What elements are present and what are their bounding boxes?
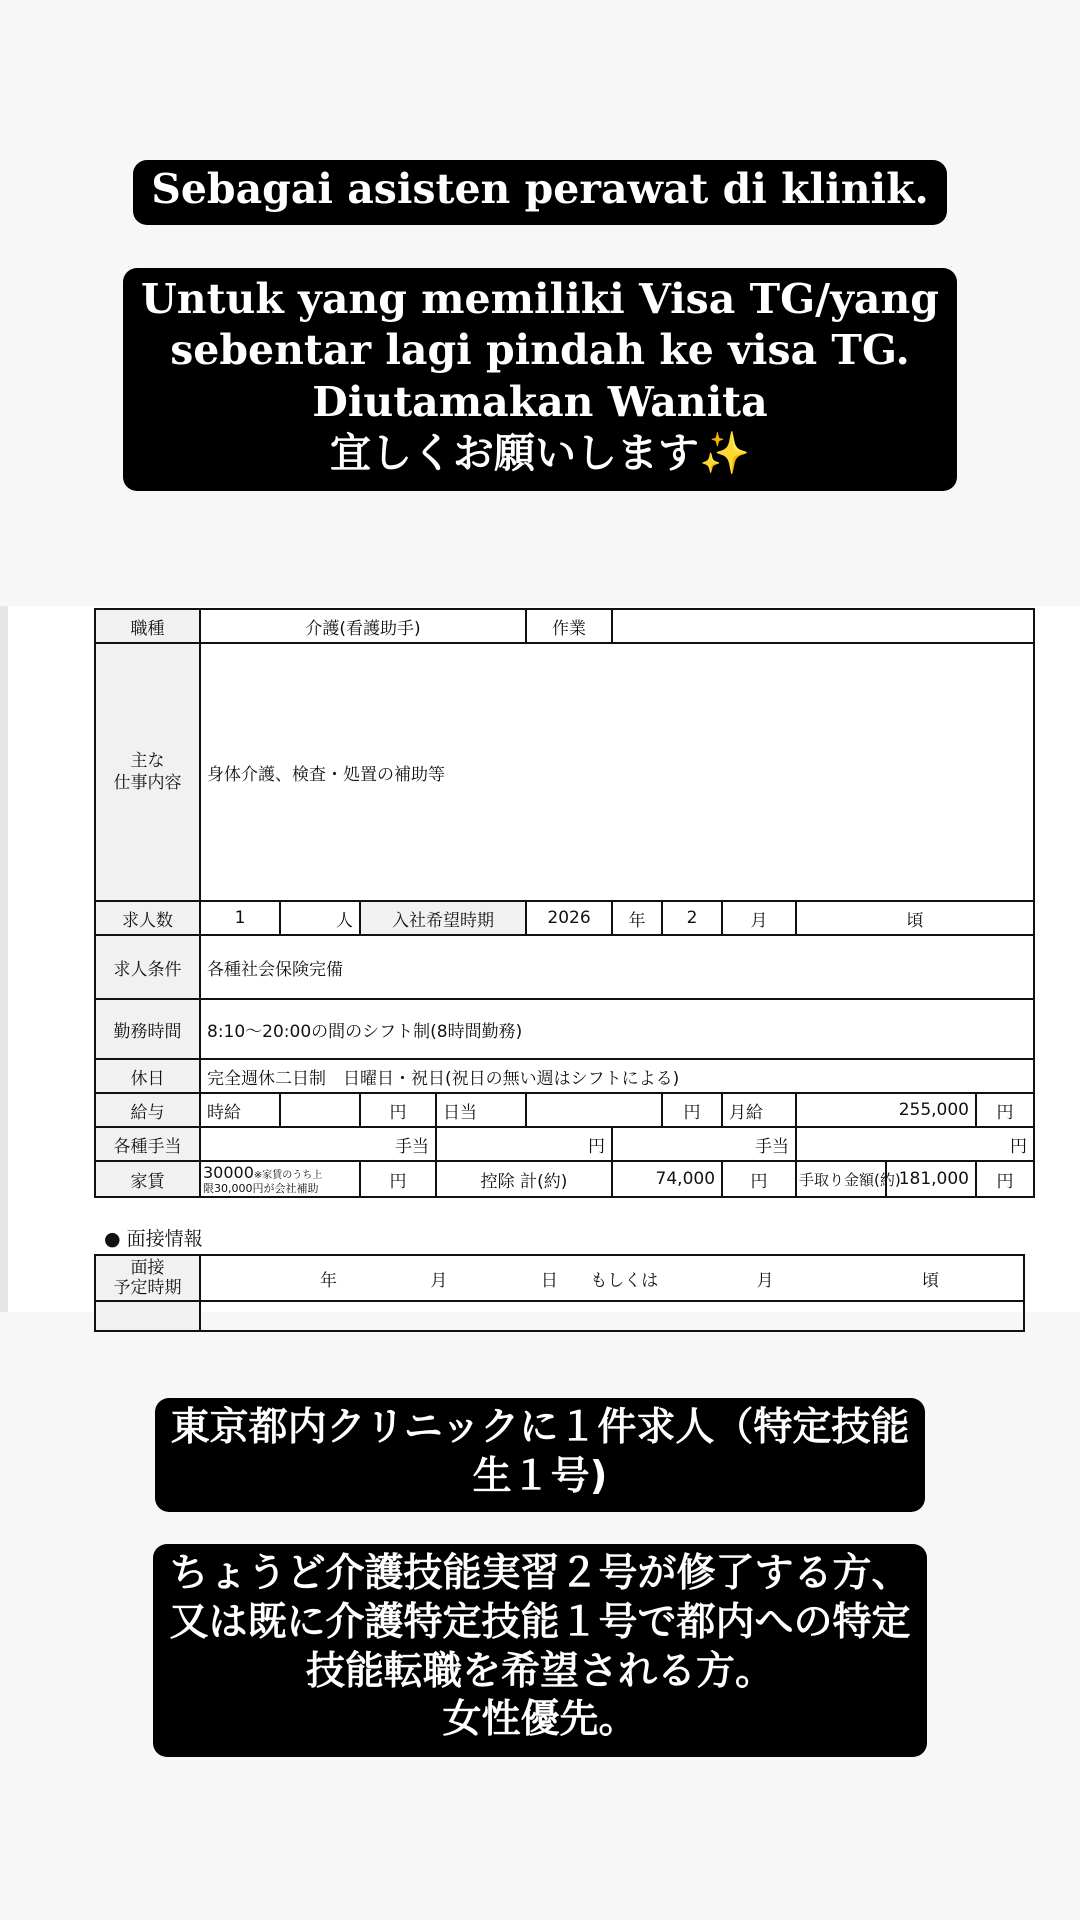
conditions-value: 各種社会保険完備	[200, 935, 1034, 999]
monthly-label: 月給	[722, 1093, 796, 1127]
interview-table	[94, 1254, 1025, 1332]
table-row	[95, 643, 1034, 901]
caption-line: 東京都内クリニックに１件求人（特定技能	[170, 1405, 910, 1450]
caption-intro	[0, 160, 1080, 225]
allowance-label: 手当	[612, 1127, 796, 1161]
or-label: もしくは	[590, 1270, 659, 1291]
start-year: 2026	[526, 901, 612, 935]
interview-table-wrapper	[94, 1254, 1023, 1332]
holidays-value: 完全週休二日制 日曜日・祝日(祝日の無い週はシフトによる)	[200, 1059, 1034, 1093]
start-date-label: 入社希望時期	[360, 901, 526, 935]
table-row	[95, 609, 1034, 643]
month-unit: 月	[722, 901, 796, 935]
caption-line: sebentar lagi pindah ke visa TG.	[170, 326, 910, 375]
caption-line: ちょうど介護技能実習２号が修了する方、	[169, 1551, 911, 1596]
job-posting-document	[0, 606, 1080, 1312]
caption-box	[153, 1544, 926, 1757]
month-unit: 月	[430, 1270, 448, 1291]
caption-line: Sebagai asisten perawat di klinik.	[133, 160, 947, 225]
caption-requirements	[0, 1544, 1080, 1757]
yen-unit: 円	[436, 1127, 612, 1161]
caption-line: 技能転職を希望される方。	[305, 1648, 774, 1694]
empty-cell	[200, 1301, 1024, 1331]
caption-box	[155, 1398, 926, 1512]
approx-label: 頃	[796, 901, 1034, 935]
openings-unit: 人	[280, 901, 360, 935]
table-row	[95, 999, 1034, 1059]
yen-unit: 円	[662, 1093, 722, 1127]
table-row	[95, 1255, 1024, 1301]
start-month: 2	[662, 901, 722, 935]
caption-line: 宜しくお願いします	[329, 428, 699, 477]
approx-label: 頃	[922, 1270, 940, 1291]
table-row	[95, 935, 1034, 999]
table-row	[95, 1161, 1034, 1197]
table-row	[95, 1059, 1034, 1093]
daily-value	[526, 1093, 662, 1127]
rent-label: 家賃	[95, 1161, 200, 1197]
daily-label: 日当	[436, 1093, 526, 1127]
empty-cell	[95, 1301, 200, 1331]
interview-heading: ● 面接情報	[104, 1228, 203, 1250]
openings-label: 求人数	[95, 901, 200, 935]
rent-value: 30000	[203, 1163, 254, 1182]
yen-unit: 円	[976, 1161, 1034, 1197]
caption-line: 女性優先。	[442, 1697, 638, 1743]
month-unit: 月	[756, 1270, 774, 1291]
main-duties-value: 身体介護、検査・処置の補助等	[200, 643, 1034, 901]
hourly-label: 時給	[200, 1093, 280, 1127]
yen-unit: 円	[360, 1161, 436, 1197]
caption-line: Diutamakan Wanita	[312, 377, 768, 426]
allowance-label: 手当	[200, 1127, 436, 1161]
interview-label: 面接 予定時期	[95, 1255, 200, 1301]
work-value	[612, 609, 1034, 643]
monthly-value: 255,000	[796, 1093, 976, 1127]
day-unit: 日	[540, 1270, 558, 1291]
table-row	[95, 1301, 1024, 1331]
caption-visa-info	[0, 268, 1080, 491]
year-unit: 年	[320, 1270, 337, 1291]
allowances-label: 各種手当	[95, 1127, 200, 1161]
salary-label: 給与	[95, 1093, 200, 1127]
rent-note: 限30,000円が会社補助	[203, 1182, 319, 1195]
hours-value: 8:10～20:00の間のシフト制(8時間勤務)	[200, 999, 1034, 1059]
takehome-label: 手取り金額(約)	[796, 1161, 886, 1197]
caption-box	[123, 268, 957, 491]
table-row	[95, 1127, 1034, 1161]
sparkles-icon: ✨	[698, 428, 751, 477]
deduction-label: 控除 計(約)	[436, 1161, 612, 1197]
rent-note: ※家賃のうち上	[253, 1170, 323, 1181]
openings-count: 1	[200, 901, 280, 935]
table-row	[95, 1093, 1034, 1127]
takehome-value: 181,000	[886, 1161, 976, 1197]
holidays-label: 休日	[95, 1059, 200, 1093]
job-form-table-wrapper	[94, 608, 1028, 1198]
conditions-label: 求人条件	[95, 935, 200, 999]
yen-unit: 円	[976, 1093, 1034, 1127]
rent-value-cell	[200, 1161, 360, 1197]
work-label: 作業	[526, 609, 612, 643]
job-type-value: 介護(看護助手)	[200, 609, 526, 643]
year-unit: 年	[612, 901, 662, 935]
hours-label: 勤務時間	[95, 999, 200, 1059]
yen-unit: 円	[796, 1127, 1034, 1161]
main-duties-label: 主な 仕事内容	[95, 643, 200, 901]
caption-line: 又は既に介護特定技能１号で都内への特定	[169, 1599, 911, 1645]
yen-unit: 円	[360, 1093, 436, 1127]
yen-unit: 円	[722, 1161, 796, 1197]
interview-date-cell	[200, 1255, 1024, 1301]
caption-line: 生１号)	[472, 1453, 608, 1499]
deduction-value: 74,000	[612, 1161, 722, 1197]
caption-job-summary	[0, 1398, 1080, 1512]
table-row	[95, 901, 1034, 935]
job-type-label: 職種	[95, 609, 200, 643]
hourly-value	[280, 1093, 360, 1127]
caption-line: Untuk yang memiliki Visa TG/yang	[141, 275, 939, 323]
job-form-table	[94, 608, 1035, 1198]
